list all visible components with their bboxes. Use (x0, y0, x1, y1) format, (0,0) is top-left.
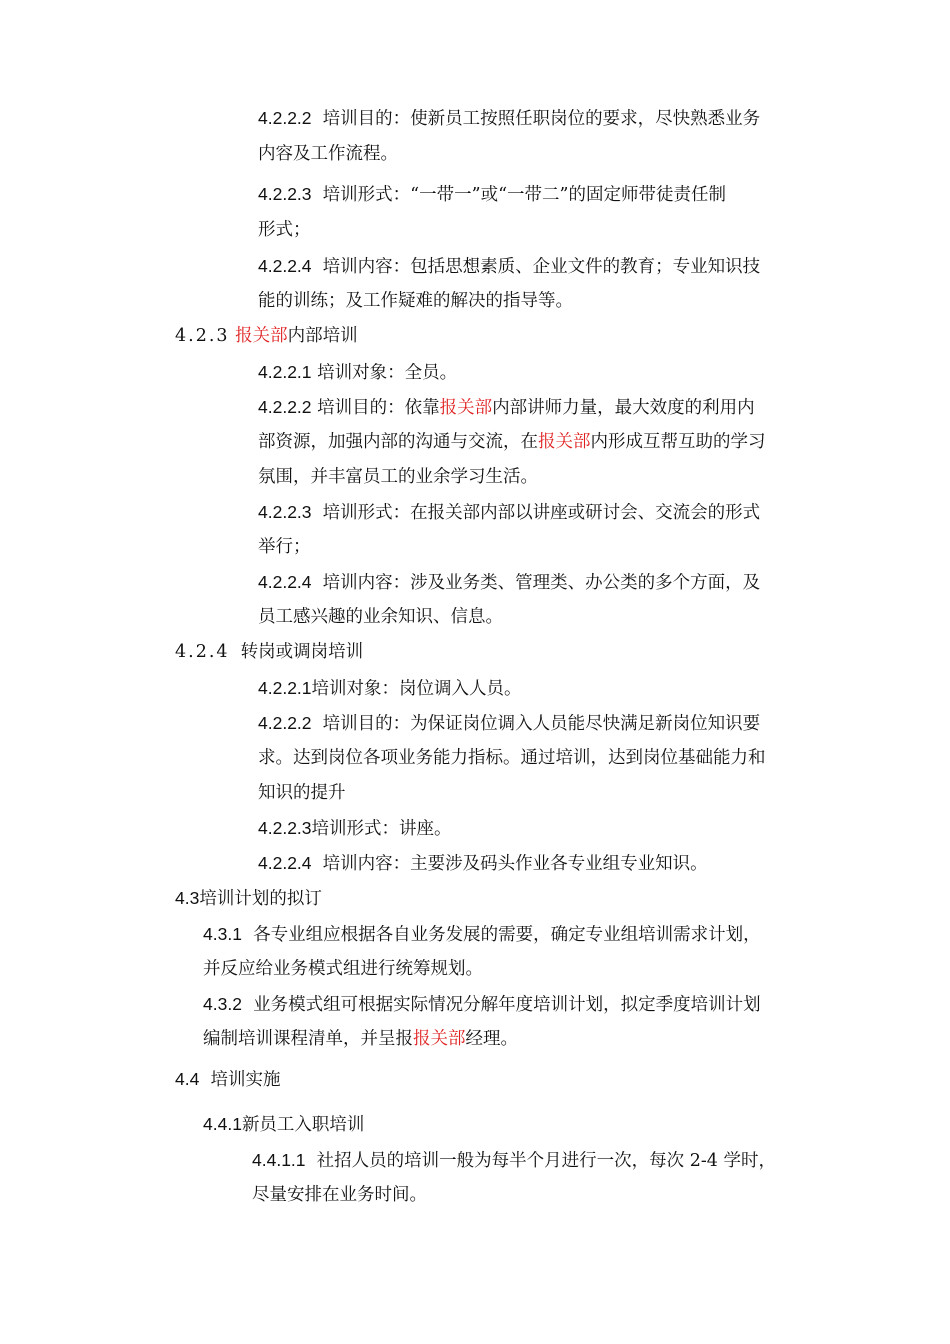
section-4-2-3-heading: 4.2.3 报关部内部培训 (175, 326, 358, 346)
clause-4-2-2-4-line-2: 能的训练；及工作疑难的解决的指导等。 (258, 291, 573, 311)
section-4-4-1-heading: 4.4.1新员工入职培训 (203, 1114, 365, 1135)
section-4-3-heading: 4.3培训计划的拟订 (175, 888, 322, 909)
clause-4-2-2-4b-line-2: 员工感兴趣的业余知识、信息。 (258, 607, 503, 627)
highlight-text: 报关部 (235, 326, 288, 346)
clause-4-2-2-3-line-2: 形式； (258, 220, 311, 240)
clause-4-2-2-3c-line: 4.2.2.3培训形式：讲座。 (258, 818, 452, 839)
clause-4-2-2-3b-line-2: 举行； (258, 537, 311, 557)
highlight-text: 报关部 (413, 1029, 466, 1049)
clause-4-4-1-1-line-1: 4.4.1.1 社招人员的培训一般为每半个月进行一次，每次 2-4 学时， (252, 1150, 776, 1171)
clause-4-2-2-2c-line-2: 求。达到岗位各项业务能力指标。通过培训，达到岗位基础能力和 (258, 748, 766, 768)
clause-4-2-2-2b-line-2: 部资源，加强内部的沟通与交流，在报关部内形成互帮互助的学习 (258, 432, 766, 452)
clause-4-3-1-line-2: 并反应给业务模式组进行统筹规划。 (203, 959, 483, 979)
clause-4-2-2-2b-line-3: 氛围，并丰富员工的业余学习生活。 (258, 467, 538, 487)
clause-4-2-2-4c-line: 4.2.2.4 培训内容：主要涉及码头作业各专业组专业知识。 (258, 853, 708, 874)
clause-4-2-2-2-line-2: 内容及工作流程。 (258, 144, 398, 164)
clause-4-2-2-4-line-1: 4.2.2.4 培训内容：包括思想素质、企业文件的教育；专业知识技 (258, 256, 761, 277)
clause-4-2-2-2c-line-1: 4.2.2.2 培训目的：为保证岗位调入人员能尽快满足新岗位知识要 (258, 713, 761, 734)
clause-4-2-2-1c-line: 4.2.2.1培训对象：岗位调入人员。 (258, 678, 522, 699)
section-4-4-heading: 4.4 培训实施 (175, 1069, 281, 1090)
clause-4-2-2-2b-line-1: 4.2.2.2 培训目的：依靠报关部内部讲师力量，最大效度的利用内 (258, 397, 755, 418)
clause-4-2-2-3b-line-1: 4.2.2.3 培训形式：在报关部内部以讲座或研讨会、交流会的形式 (258, 502, 761, 523)
clause-4-2-2-1-line: 4.2.2.1 培训对象：全员。 (258, 362, 458, 383)
clause-4-2-2-4b-line-1: 4.2.2.4 培训内容：涉及业务类、管理类、办公类的多个方面，及 (258, 572, 761, 593)
clause-4-2-2-2c-line-3: 知识的提升 (258, 783, 346, 803)
highlight-text: 报关部 (538, 432, 591, 452)
clause-4-4-1-1-line-2: 尽量安排在业务时间。 (252, 1185, 427, 1205)
clause-4-2-2-2-line-1: 4.2.2.2 培训目的：使新员工按照任职岗位的要求，尽快熟悉业务 (258, 108, 761, 129)
section-4-2-4-heading: 4.2.4 转岗或调岗培训 (175, 642, 364, 662)
clause-4-3-2-line-1: 4.3.2 业务模式组可根据实际情况分解年度培训计划，拟定季度培训计划 (203, 994, 761, 1015)
clause-4-3-2-line-2: 编制培训课程清单，并呈报报关部经理。 (203, 1029, 518, 1049)
clause-4-3-1-line-1: 4.3.1 各专业组应根据各自业务发展的需要，确定专业组培训需求计划， (203, 924, 761, 945)
highlight-text: 报关部 (439, 398, 493, 418)
clause-4-2-2-3-line-1: 4.2.2.3 培训形式：“一带一”或“一带二”的固定师带徒责任制 (258, 184, 726, 205)
